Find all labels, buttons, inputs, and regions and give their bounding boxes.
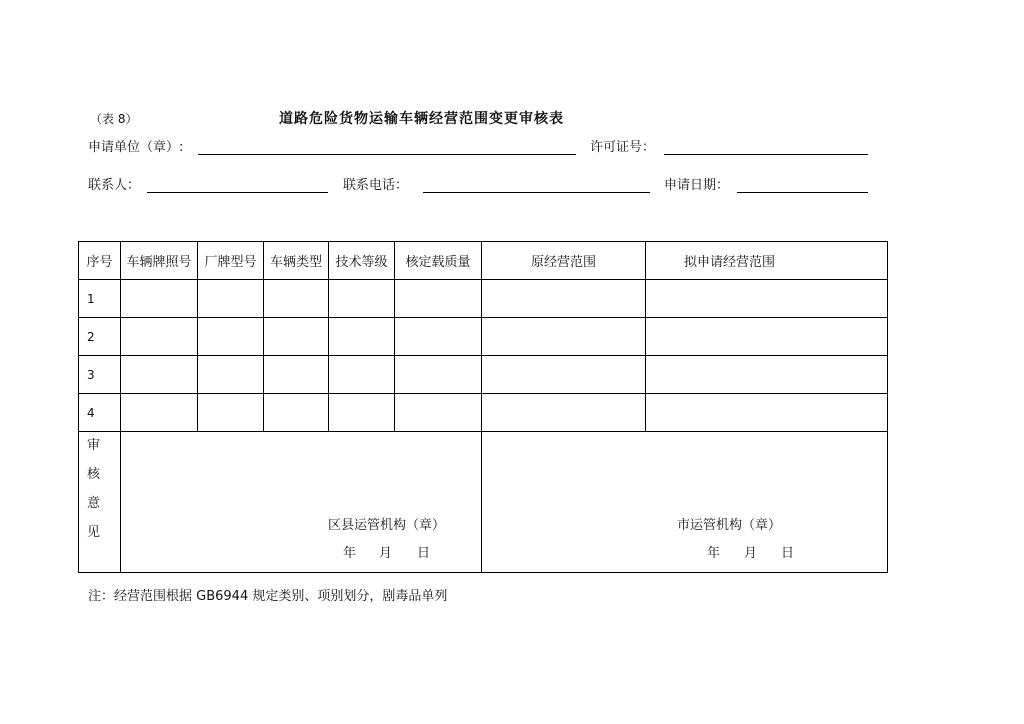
vehicle-table [78, 241, 888, 573]
apply-date-label: 申请日期： [664, 178, 730, 193]
col-header-model: 厂牌型号 [198, 242, 264, 280]
page-title: 道路危险货物运输车辆经营范围变更审核表 [279, 111, 564, 127]
table-row [79, 318, 888, 356]
grade-cell[interactable] [329, 318, 395, 356]
table-row [79, 394, 888, 432]
original-scope-cell[interactable] [482, 356, 646, 394]
capacity-cell[interactable] [395, 356, 482, 394]
original-scope-cell[interactable] [482, 394, 646, 432]
row-number: 2 [79, 318, 121, 356]
review-row [79, 432, 888, 573]
capacity-cell[interactable] [395, 394, 482, 432]
proposed-scope-cell[interactable] [646, 280, 888, 318]
permit-no-label: 许可证号： [590, 140, 656, 155]
contact-phone-field[interactable] [423, 192, 650, 193]
review-label-char: 审 [87, 438, 101, 453]
contact-person-field[interactable] [147, 192, 328, 193]
proposed-scope-cell[interactable] [646, 394, 888, 432]
city-day: 日 [781, 546, 795, 561]
capacity-cell[interactable] [395, 280, 482, 318]
type-cell[interactable] [264, 280, 329, 318]
proposed-scope-cell[interactable] [646, 356, 888, 394]
type-cell[interactable] [264, 356, 329, 394]
review-label-char: 见 [87, 525, 101, 540]
table-row [79, 356, 888, 394]
col-header-type: 车辆类型 [264, 242, 329, 280]
model-cell[interactable] [198, 356, 264, 394]
type-cell[interactable] [264, 394, 329, 432]
capacity-cell[interactable] [395, 318, 482, 356]
footnote: 注：经营范围根据 GB6944 规定类别、项别划分，剧毒品单列 [88, 589, 448, 604]
plate-cell[interactable] [121, 280, 198, 318]
row-number: 3 [79, 356, 121, 394]
district-day: 日 [417, 546, 431, 561]
row-number: 1 [79, 280, 121, 318]
district-review-cell[interactable] [121, 432, 482, 573]
review-label [79, 432, 121, 573]
grade-cell[interactable] [329, 280, 395, 318]
row-number: 4 [79, 394, 121, 432]
city-month: 月 [744, 546, 758, 561]
type-cell[interactable] [264, 318, 329, 356]
model-cell[interactable] [198, 394, 264, 432]
plate-cell[interactable] [121, 394, 198, 432]
plate-cell[interactable] [121, 356, 198, 394]
grade-cell[interactable] [329, 356, 395, 394]
col-header-grade: 技术等级 [329, 242, 395, 280]
table-row [79, 280, 888, 318]
col-header-capacity: 核定载质量 [395, 242, 482, 280]
form-code: （表 8） [90, 112, 138, 126]
district-authority-stamp: 区县运管机构（章） [328, 518, 446, 533]
contact-phone-label: 联系电话： [343, 178, 409, 193]
col-header-proposed-scope: 拟申请经营范围 [646, 242, 888, 280]
col-header-original-scope: 原经营范围 [482, 242, 646, 280]
proposed-scope-cell[interactable] [646, 318, 888, 356]
apply-date-field[interactable] [737, 192, 868, 193]
applicant-unit-label: 申请单位（章）: [88, 140, 184, 155]
col-header-plate: 车辆牌照号 [121, 242, 198, 280]
original-scope-cell[interactable] [482, 280, 646, 318]
review-label-char: 意 [87, 496, 101, 511]
district-year: 年 [343, 546, 357, 561]
plate-cell[interactable] [121, 318, 198, 356]
grade-cell[interactable] [329, 394, 395, 432]
col-header-seq: 序号 [79, 242, 121, 280]
permit-no-field[interactable] [664, 154, 868, 155]
city-year: 年 [707, 546, 721, 561]
city-authority-stamp: 市运管机构（章） [677, 518, 782, 533]
review-label-char: 核 [87, 467, 101, 482]
model-cell[interactable] [198, 280, 264, 318]
original-scope-cell[interactable] [482, 318, 646, 356]
applicant-unit-field[interactable] [198, 154, 576, 155]
district-month: 月 [379, 546, 393, 561]
table-header-row [79, 242, 888, 280]
contact-person-label: 联系人： [88, 178, 141, 193]
model-cell[interactable] [198, 318, 264, 356]
city-review-cell[interactable] [482, 432, 888, 573]
